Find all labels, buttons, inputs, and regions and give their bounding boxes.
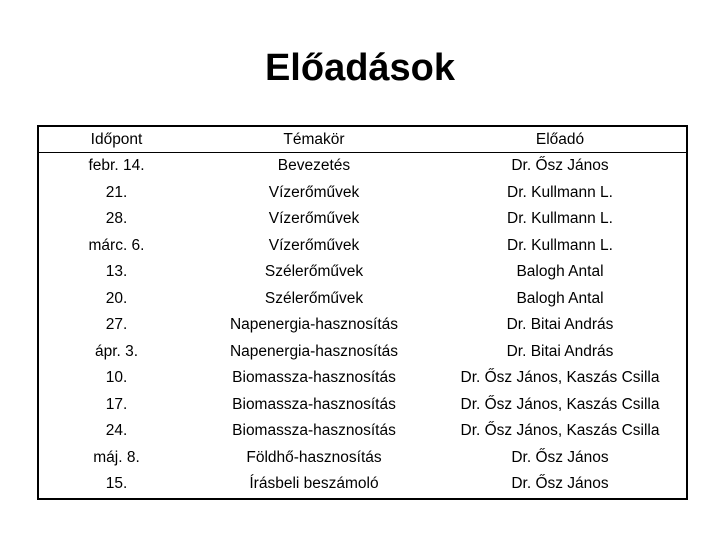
- cell-date: 17.: [105, 395, 128, 413]
- header-topic: Témakör: [194, 126, 434, 153]
- cell-lecturer: Dr. Bitai András: [506, 342, 614, 360]
- table-row: [38, 418, 687, 445]
- cell-date: febr. 14.: [88, 157, 145, 175]
- cell-topic: Biomassza-hasznosítás: [232, 422, 396, 440]
- cell-topic: Írásbeli beszámoló: [249, 475, 379, 493]
- cell-lecturer: Dr. Ősz János, Kaszás Csilla: [460, 369, 660, 387]
- cell-date: 24.: [105, 422, 128, 440]
- cell-date: 10.: [105, 369, 128, 387]
- table-row: [38, 286, 687, 313]
- cell-date: 20.: [105, 289, 128, 307]
- cell-topic: Vízerőművek: [268, 210, 360, 228]
- table-row: [38, 206, 687, 233]
- cell-topic: Napenergia-hasznosítás: [229, 342, 399, 360]
- table-row: [38, 233, 687, 260]
- page-title: Előadások: [264, 47, 456, 89]
- table-row: [38, 312, 687, 339]
- table-row: [38, 339, 687, 366]
- cell-topic: Biomassza-hasznosítás: [232, 369, 396, 387]
- cell-lecturer: Dr. Ősz János: [511, 448, 609, 466]
- cell-topic: Vízerőművek: [268, 183, 360, 201]
- table-row: [38, 153, 687, 180]
- cell-topic: Vízerőművek: [268, 236, 360, 254]
- table-row: [38, 471, 687, 499]
- cell-lecturer: Dr. Ősz János: [511, 475, 609, 493]
- cell-lecturer: Dr. Kullmann L.: [507, 183, 613, 201]
- header-lecturer: Előadó: [434, 126, 687, 153]
- table-row: [38, 392, 687, 419]
- cell-lecturer: Dr. Bitai András: [506, 316, 614, 334]
- cell-date: máj. 8.: [93, 448, 140, 466]
- cell-date: 28.: [105, 210, 128, 228]
- cell-date: márc. 6.: [88, 236, 145, 254]
- cell-lecturer: Dr. Ősz János: [511, 157, 609, 175]
- cell-date: 13.: [105, 263, 128, 281]
- cell-date: 27.: [105, 316, 128, 334]
- cell-topic: Biomassza-hasznosítás: [232, 395, 396, 413]
- schedule-body: [38, 126, 687, 499]
- cell-date: ápr. 3.: [94, 342, 139, 360]
- cell-lecturer: Dr. Ősz János, Kaszás Csilla: [460, 395, 660, 413]
- cell-topic: Szélerőművek: [264, 263, 364, 281]
- cell-lecturer: Balogh Antal: [516, 289, 604, 307]
- table-row: [38, 259, 687, 286]
- cell-date: 21.: [105, 183, 128, 201]
- cell-topic: Földhő-hasznosítás: [246, 448, 382, 466]
- cell-lecturer: Dr. Kullmann L.: [507, 210, 613, 228]
- table-header-row: [38, 126, 687, 153]
- table-row: [38, 445, 687, 472]
- header-date: Időpont: [38, 126, 194, 153]
- schedule-table: [37, 125, 688, 500]
- cell-date: 15.: [105, 475, 128, 493]
- cell-lecturer: Dr. Ősz János, Kaszás Csilla: [460, 422, 660, 440]
- table-row: [38, 365, 687, 392]
- cell-topic: Bevezetés: [277, 157, 351, 175]
- cell-topic: Napenergia-hasznosítás: [229, 316, 399, 334]
- cell-lecturer: Balogh Antal: [516, 263, 604, 281]
- cell-lecturer: Dr. Kullmann L.: [507, 236, 613, 254]
- table-row: [38, 180, 687, 207]
- cell-topic: Szélerőművek: [264, 289, 364, 307]
